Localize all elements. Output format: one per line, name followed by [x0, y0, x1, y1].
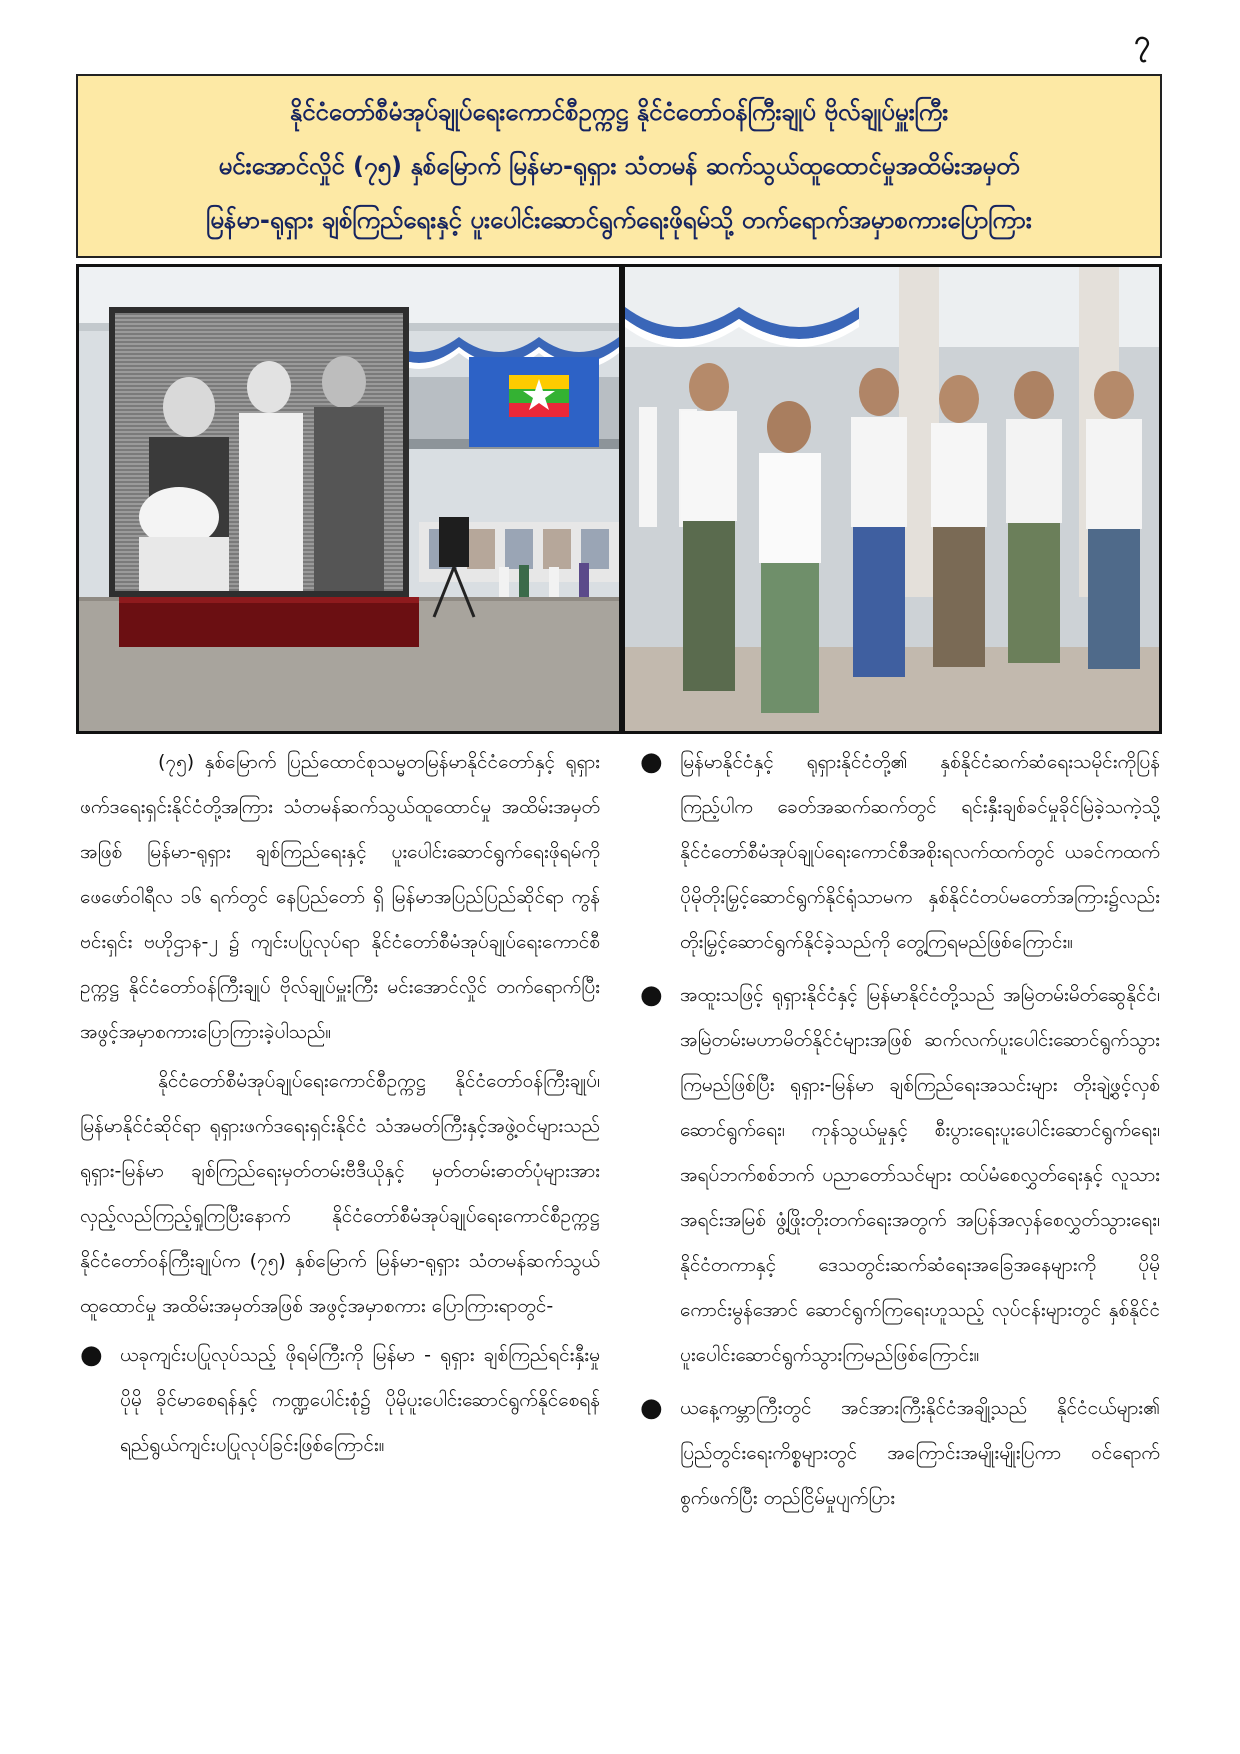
right-bullet-1 — [640, 740, 1160, 965]
bullet-dot-icon: ● — [640, 1393, 663, 1423]
left-column — [80, 740, 600, 1476]
left-paragraph-1: (၇၅) နှစ်မြောက် ပြည်ထောင်စုသမ္မတမြန်မာနိုင်ငံတော်နှင့် ရုရှားဖက်ဒရေးရှင်းနိုင်ငံတို့အကြား သံတမန်ဆက်သွယ်ထူထောင်မှု အထိမ်းအမှတ်အဖြစ် မြန်မာ-ရုရှား ချစ်ကြည်ရေးနှင့် ပူးပေါင်းဆောင်ရွက်ရေးဖိုရမ်ကို ဖေဖော်ဝါရီလ ၁၆ ရက်တွင် နေပြည်တော် ရှိ မြန်မာအပြည်ပြည်ဆိုင်ရာ ကွန်ဗင်းရှင်း ဗဟိုဌာန-၂ ၌ ကျင်းပပြုလုပ်ရာ နိုင်ငံတော်စီမံအုပ်ချုပ်ရေးကောင်စီဥက္ကဋ္ဌ နိုင်ငံတော်ဝန်ကြီးချုပ် ဗိုလ်ချုပ်မှူးကြီး မင်းအောင်လှိုင် တက်ရောက်ပြီး အဖွင့်အမှာစကားပြောကြားခဲ့ပါသည်။ — [80, 751, 600, 1043]
title-line-3: မြန်မာ-ရုရှား ချစ်ကြည်ရေးနှင့် ပူးပေါင်းဆောင်ရွက်ရေးဖိုရမ်သို့ တက်ရောက်အမှာစကားပြောကြား — [206, 206, 1032, 234]
page-number: ၇ — [1134, 24, 1150, 57]
right-bullet-1-text: မြန်မာနိုင်ငံနှင့် ရုရှားနိုင်ငံတို့၏ နှစ်နိုင်ငံဆက်ဆံရေးသမိုင်းကိုပြန်ကြည့်ပါက ခေတ်အဆက်ဆက်တွင် ရင်းနှီးချစ်ခင်မှုခိုင်မြဲခဲ့သကဲ့သို့ နိုင်ငံတော်စီမံအုပ်ချုပ်ရေးကောင်စီအစိုးရလက်ထက်တွင် ယခင်ကထက် ပိုမိုတိုးမြှင့်ဆောင်ရွက်နိုင်ရုံသာမက နှစ်နိုင်ငံတပ်မတော်အကြား၌လည်း တိုးမြှင့်ဆောင်ရွက်နိုင်ခဲ့သည်ကို တွေ့ကြရမည်ဖြစ်ကြောင်း။ — [680, 751, 1160, 953]
photo-left-panel — [79, 267, 619, 731]
photo-right-panel — [625, 267, 1159, 731]
left-paragraph-2: နိုင်ငံတော်စီမံအုပ်ချုပ်ရေးကောင်စီဥက္ကဋ္ဌ နိုင်ငံတော်ဝန်ကြီးချုပ်၊ မြန်မာနိုင်ငံဆိုင်ရာ ရုရှားဖက်ဒရေးရှင်းနိုင်ငံ သံအမတ်ကြီးနှင့်အဖွဲ့ဝင်များသည် ရုရှား-မြန်မာ ချစ်ကြည်ရေးမှတ်တမ်းဗီဒီယိုနှင့် မှတ်တမ်းဓာတ်ပုံများအား လှည့်လည်ကြည့်ရှုကြပြီးနောက် နိုင်ငံတော်စီမံအုပ်ချုပ်ရေးကောင်စီဥက္ကဋ္ဌ နိုင်ငံတော်ဝန်ကြီးချုပ်က (၇၅) နှစ်မြောက် မြန်မာ-ရုရှား သံတမန်ဆက်သွယ်ထူထောင်မှု အထိမ်းအမှတ်အဖြစ် အဖွင့်အမှာစကား ပြောကြားရာတွင်- — [80, 1070, 600, 1317]
title-box — [76, 74, 1162, 258]
news-photo-illustration — [79, 267, 1159, 731]
news-photo — [76, 264, 1162, 734]
right-bullet-2 — [640, 973, 1160, 1378]
right-bullet-3 — [640, 1386, 1160, 1521]
left-bullet-1-text: ယခုကျင်းပပြုလုပ်သည့် ဖိုရမ်ကြီးကို မြန်မာ - ရုရှား ချစ်ကြည်ရင်းနှီးမှု ပိုမို ခိုင်မာစေရန်နှင့် ကဏ္ဍပေါင်းစုံ၌ ပိုမိုပူးပေါင်းဆောင်ရွက်နိုင်စေရန် ရည်ရွယ်ကျင်းပပြုလုပ်ခြင်းဖြစ်ကြောင်း။ — [120, 1344, 600, 1456]
right-bullet-3-text: ယနေ့ကမ္ဘာကြီးတွင် အင်အားကြီးနိုင်ငံအချို့သည် နိုင်ငံငယ်များ၏ ပြည်တွင်းရေးကိစ္စများတွင် အကြောင်းအမျိုးမျိုးပြကာ ဝင်ရောက်စွက်ဖက်ပြီး တည်ငြိမ်မှုပျက်ပြား — [680, 1397, 1160, 1509]
title-line-1: နိုင်ငံတော်စီမံအုပ်ချုပ်ရေးကောင်စီဥက္ကဋ္ဌ နိုင်ငံတော်ဝန်ကြီးချုပ် ဗိုလ်ချုပ်မှူးကြီး — [289, 98, 949, 126]
bullet-dot-icon: ● — [640, 980, 663, 1010]
left-bullet-1 — [80, 1333, 600, 1468]
bullet-dot-icon: ● — [80, 1340, 103, 1370]
right-bullet-2-text: အထူးသဖြင့် ရုရှားနိုင်ငံနှင့် မြန်မာနိုင်ငံတို့သည် အမြဲတမ်းမိတ်ဆွေနိုင်ငံ၊ အမြဲတမ်းမဟာမိတ်နိုင်ငံများအဖြစ် ဆက်လက်ပူးပေါင်းဆောင်ရွက်သွားကြမည်ဖြစ်ပြီး ရုရှား-မြန်မာ ချစ်ကြည်ရေးအသင်းများ တိုးချဲ့ဖွင့်လှစ်ဆောင်ရွက်ရေး၊ ကုန်သွယ်မှုနှင့် စီးပွားရေးပူးပေါင်းဆောင်ရွက်ရေး၊ အရပ်ဘက်စစ်ဘက် ပညာတော်သင်များ ထပ်မံစေလွှတ်ရေးနှင့် လူသားအရင်းအမြစ် ဖွံ့ဖြိုးတိုးတက်ရေးအတွက် အပြန်အလှန်စေလွှတ်သွားရေး၊ နိုင်ငံတကာနှင့် ဒေသတွင်းဆက်ဆံရေးအခြေအနေများကို ပိုမိုကောင်းမွန်အောင် ဆောင်ရွက်ကြရေးဟူသည့် လုပ်ငန်းများတွင် နှစ်နိုင်ငံပူးပေါင်းဆောင်ရွက်သွားကြမည်ဖြစ်ကြောင်း။ — [680, 984, 1160, 1366]
bullet-dot-icon: ● — [640, 747, 663, 777]
right-column — [640, 740, 1160, 1529]
myanmar-flag-icon — [509, 375, 569, 417]
title-line-2: မင်းအောင်လှိုင် (၇၅) နှစ်မြောက် မြန်မာ-ရုရှား သံတမန် ဆက်သွယ်ထူထောင်မှုအထိမ်းအမှတ် — [218, 152, 1020, 180]
